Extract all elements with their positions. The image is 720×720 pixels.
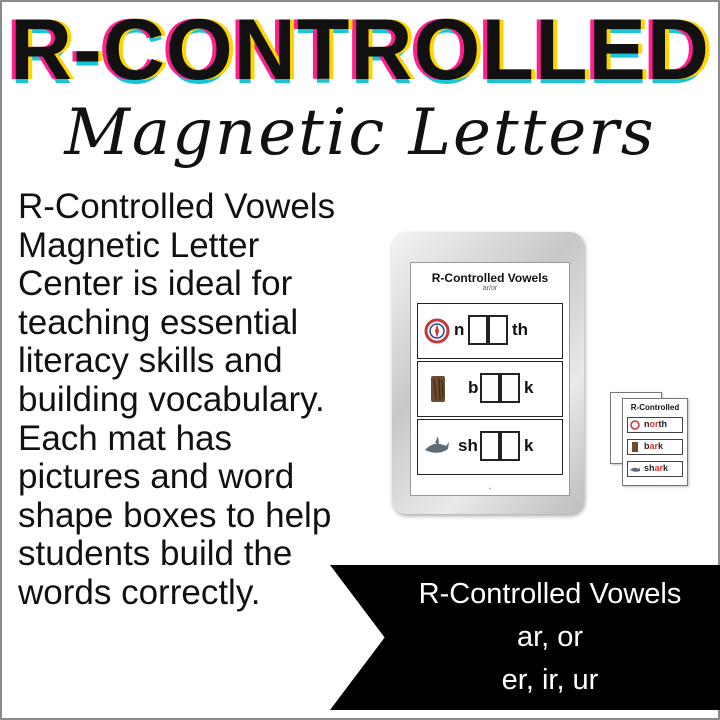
word-suffix: th — [512, 320, 529, 339]
banner-line-2: ar, or — [516, 621, 584, 653]
letter-box — [480, 373, 500, 403]
subtitle-script: Magnetic Letters — [64, 96, 656, 170]
word-prefix: b — [468, 378, 479, 397]
bark-icon — [630, 442, 640, 452]
word-suffix: k — [524, 436, 534, 455]
banner-text — [380, 573, 720, 702]
word-prefix: sh — [458, 436, 478, 455]
compass-icon — [424, 316, 450, 346]
bark-icon — [424, 374, 450, 404]
letter-box — [468, 315, 488, 345]
answer-word-text: shark — [644, 463, 669, 473]
answer-card-title: R-Controlled — [630, 403, 680, 412]
answer-word-text: north — [644, 419, 667, 429]
answer-card — [622, 398, 688, 486]
mat-title: R-Controlled Vowels — [431, 271, 549, 285]
letter-box — [488, 315, 508, 345]
activity-mat — [410, 262, 570, 496]
main-title: R-CONTROLLED — [10, 2, 710, 98]
mat-row-north — [417, 303, 563, 359]
answer-word-north — [627, 417, 683, 433]
word-suffix: k — [524, 378, 534, 397]
word-prefix: n — [454, 320, 465, 339]
shark-icon — [630, 464, 640, 474]
banner-line-1: R-Controlled Vowels — [418, 578, 682, 610]
mat-row-bark — [417, 361, 563, 417]
letter-box — [500, 373, 520, 403]
letter-box — [480, 431, 500, 461]
answer-word-bark — [627, 439, 683, 455]
mat-subtitle: ar/or — [482, 285, 498, 292]
compass-icon — [630, 420, 640, 430]
mat-footer-mark: ▪ — [489, 486, 491, 492]
answer-word-text: bark — [644, 441, 664, 451]
answer-word-shark — [627, 461, 683, 477]
shark-icon — [424, 432, 450, 462]
mat-row-shark — [417, 419, 563, 475]
letter-box — [500, 431, 520, 461]
banner-line-3: er, ir, ur — [501, 664, 599, 696]
product-description: R-Controlled Vowels Magnetic Letter Center is ideal for teaching essential literacy skills and building vocabulary. Each mat has pictures and word shape boxes to help students build the words correctly. — [18, 187, 336, 612]
